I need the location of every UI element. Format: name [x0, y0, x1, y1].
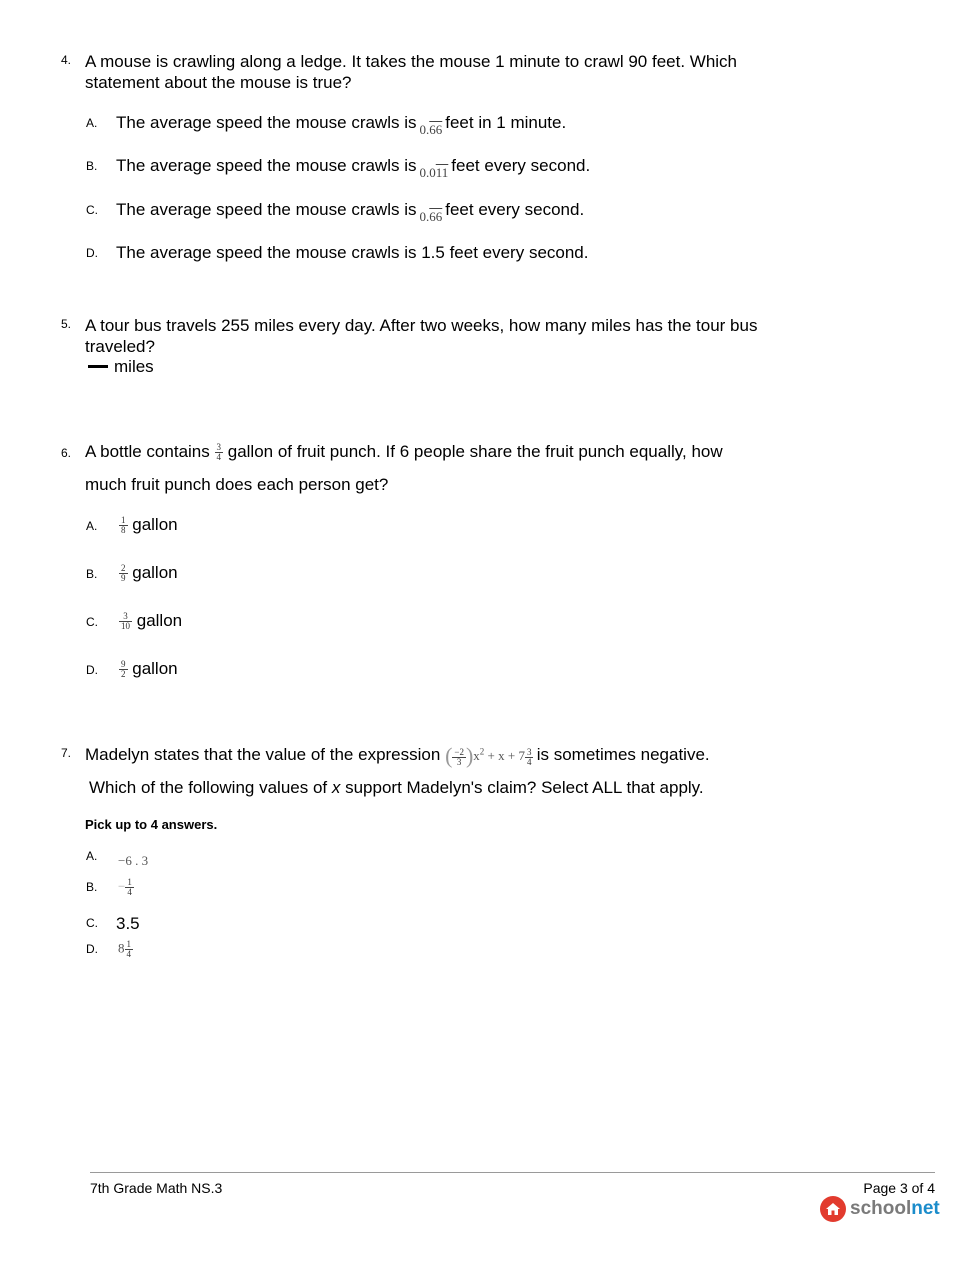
q4-option-c-text: The average speed the mouse crawls is	[116, 200, 417, 219]
q7-option-a-letter: A.	[86, 849, 98, 863]
q7-option-a[interactable]: −6 . 3	[118, 853, 149, 868]
q7-option-b-letter: B.	[86, 880, 98, 894]
q7-pick-instruction: Pick up to 4 answers.	[85, 817, 218, 832]
q4-option-a-suffix: feet in 1 minute.	[445, 113, 567, 132]
q7-option-d[interactable]: 8 $\frac{1}{4}$	[118, 939, 131, 959]
q4-option-b-value: 0.011	[419, 165, 449, 180]
question-7-text: Madelyn states that the value of the expression ( $\frac{-2}{3}$ )$x^2 + x + 7$ $\frac{3}{4}$ is sometimes negative.	[85, 743, 710, 768]
question-5-number: 5.	[61, 317, 72, 331]
question-7-number: 7.	[61, 746, 72, 760]
q4-option-b-text: The average speed the mouse crawls is	[116, 156, 417, 175]
q6-option-d[interactable]: $\frac{9}{2}$ gallon	[121, 659, 178, 680]
q7-option-c[interactable]: 3.5	[116, 914, 140, 933]
question-6-number: 6.	[61, 446, 72, 460]
question-4-number: 4.	[61, 53, 72, 67]
page-number: Page 3 of 4	[863, 1180, 935, 1196]
q4-option-c-letter: C.	[86, 203, 98, 217]
q6-option-d-letter: D.	[86, 663, 98, 677]
q4-option-d-letter: D.	[86, 246, 98, 260]
q6-option-c[interactable]: $\frac{3}{10}$ gallon	[121, 611, 183, 632]
q6-option-b-letter: B.	[86, 567, 98, 581]
question-6-text: A bottle contains $\frac{3}{4}$ gallon of fruit punch. If 6 people share the fruit punch equally, how	[85, 442, 723, 463]
q4-option-b-letter: B.	[86, 159, 98, 173]
q7-option-b[interactable]: − $\frac{1}{4}$	[118, 877, 132, 897]
q4-option-c[interactable]	[116, 200, 584, 225]
q4-option-c-value: 0.66	[419, 209, 443, 224]
q4-option-d[interactable]	[116, 243, 588, 263]
q6-option-c-letter: C.	[86, 615, 98, 629]
question-6-text-line2: much fruit punch does each person get?	[85, 475, 389, 494]
question-5-text: A tour bus travels 255 miles every day. After two weeks, how many miles has the tour bus traveled?	[85, 316, 758, 356]
q6-fraction: $\frac{3}{4}$	[216, 442, 221, 463]
q6-option-b[interactable]: $\frac{2}{9}$ gallon	[121, 563, 178, 584]
q5-answer-row	[88, 357, 154, 377]
footer-divider	[90, 1172, 935, 1173]
q4-option-a-value: 0.66	[419, 122, 443, 137]
q4-option-c-suffix: feet every second.	[445, 200, 585, 219]
q4-option-d-text: The average speed the mouse crawls is 1.5 feet every second.	[116, 243, 589, 262]
q4-option-a-text: The average speed the mouse crawls is	[116, 113, 417, 132]
footer-title: 7th Grade Math NS.3	[90, 1180, 223, 1196]
question-7-text-line2: Which of the following values of x support Madelyn's claim? Select ALL that apply.	[89, 778, 704, 797]
home-icon	[820, 1196, 846, 1222]
schoolnet-logo: schoolnet	[820, 1196, 940, 1222]
q7-expression: ( $\frac{-2}{3}$ )$x^2 + x + 7$ $\frac{3}{4}$	[445, 743, 532, 768]
q7-option-d-letter: D.	[86, 942, 98, 956]
q4-option-a-letter: A.	[86, 116, 98, 130]
q5-unit: miles	[114, 357, 154, 376]
q5-answer-blank[interactable]	[88, 365, 108, 368]
q4-option-b[interactable]	[116, 156, 590, 181]
q4-option-b-suffix: feet every second.	[451, 156, 591, 175]
q7-option-c-letter: C.	[86, 916, 98, 930]
question-4-text: A mouse is crawling along a ledge. It takes the mouse 1 minute to crawl 90 feet. Which statement about the mouse is true?	[85, 52, 738, 92]
q6-option-a[interactable]: $\frac{1}{8}$ gallon	[121, 515, 178, 536]
q4-option-a[interactable]	[116, 113, 566, 138]
q6-option-a-letter: A.	[86, 519, 98, 533]
